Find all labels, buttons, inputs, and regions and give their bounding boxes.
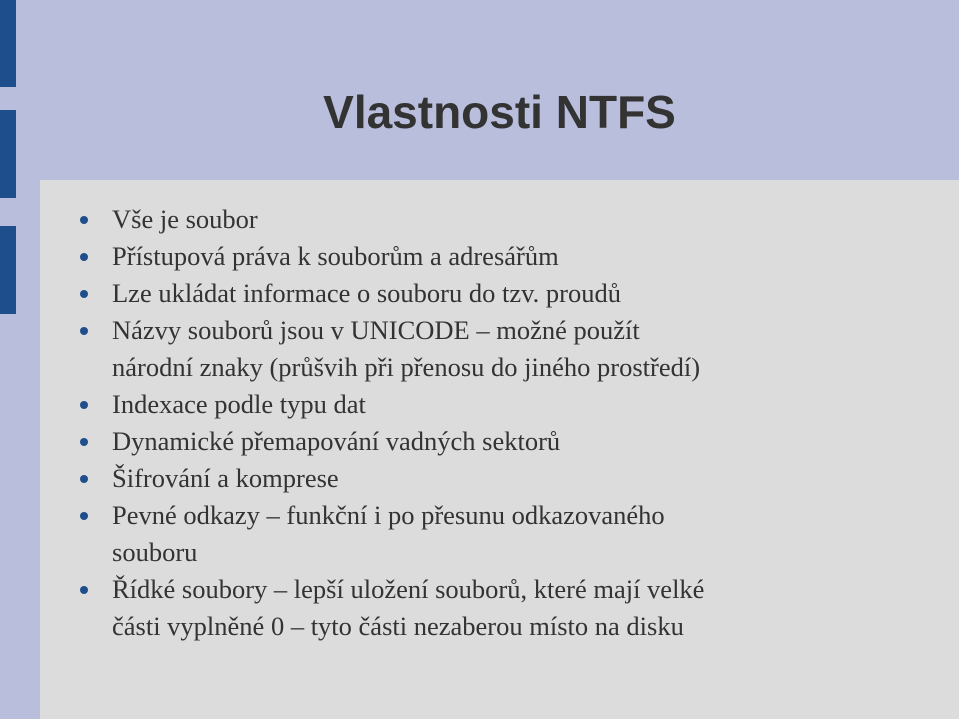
bullet-text-continuation: části vyplněné 0 – tyto části nezaberou místo na disku (112, 611, 684, 641)
bullet-text-continuation: národní znaky (průšvih při přenosu do jiného prostředí) (112, 352, 701, 382)
bullet-list (72, 201, 892, 645)
bullet-item (72, 201, 892, 238)
bullet-item (72, 312, 892, 386)
bullet-text: Lze ukládat informace o souboru do tzv. proudů (112, 278, 621, 308)
bullet-item (72, 386, 892, 423)
bullet-item (72, 460, 892, 497)
accent-bar-middle (0, 110, 16, 198)
bullet-text: Názvy souborů jsou v UNICODE – možné použít (112, 315, 640, 345)
bullet-dot-icon (80, 290, 88, 298)
left-band (0, 0, 40, 719)
bullet-item (72, 497, 892, 571)
bullet-text-continuation: souboru (112, 537, 198, 567)
bullet-text: Indexace podle typu dat (112, 389, 366, 419)
bullet-dot-icon (80, 327, 88, 335)
bullet-item (72, 275, 892, 312)
bullet-text: Vše je soubor (112, 204, 258, 234)
bullet-dot-icon (80, 586, 88, 594)
bullet-dot-icon (80, 401, 88, 409)
bullet-text: Pevné odkazy – funkční i po přesunu odkazovaného (112, 500, 665, 530)
bullet-item (72, 571, 892, 645)
bullet-item (72, 238, 892, 275)
bullet-dot-icon (80, 253, 88, 261)
bullet-dot-icon (80, 475, 88, 483)
bullet-text: Dynamické přemapování vadných sektorů (112, 426, 561, 456)
bullet-text: Řídké soubory – lepší uložení souborů, které mají velké (112, 574, 705, 604)
bullet-dot-icon (80, 512, 88, 520)
bullet-dot-icon (80, 438, 88, 446)
bullet-item (72, 423, 892, 460)
title-area (40, 0, 959, 180)
accent-bar-top (0, 0, 16, 87)
bullet-dot-icon (80, 216, 88, 224)
slide-title: Vlastnosti NTFS (323, 86, 676, 138)
bullet-text: Šifrování a komprese (112, 463, 339, 493)
bullet-text: Přístupová práva k souborům a adresářům (112, 241, 559, 271)
accent-bar-bottom (0, 226, 16, 314)
